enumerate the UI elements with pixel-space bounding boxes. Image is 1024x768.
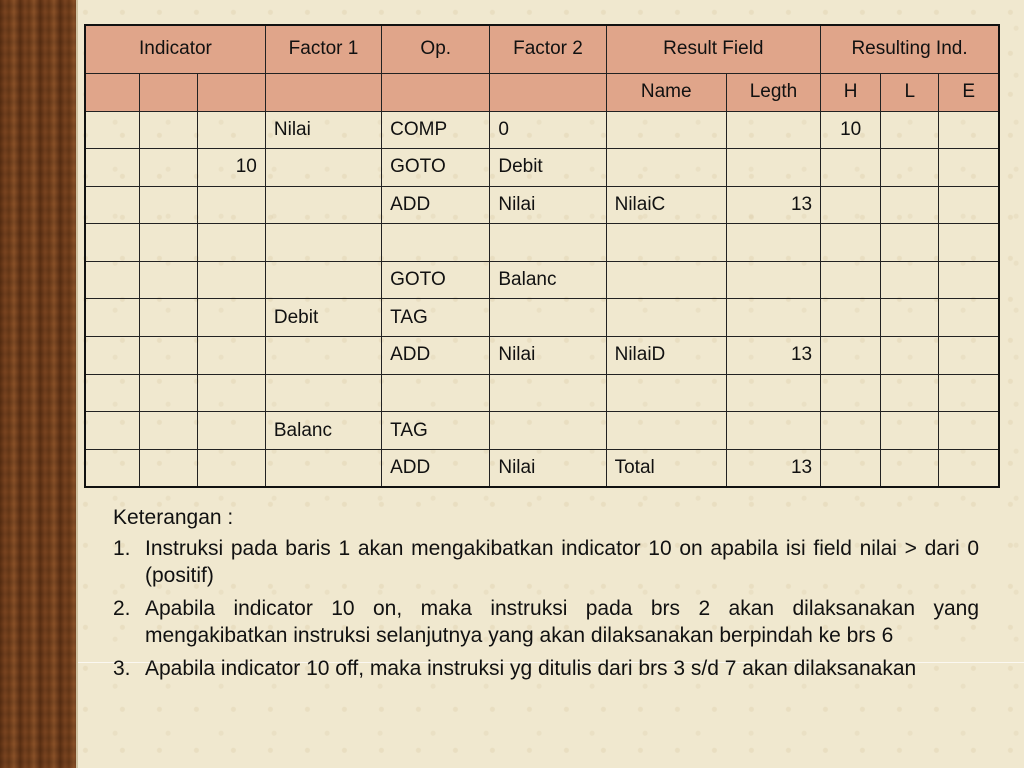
table-body (85, 111, 999, 487)
cell-op: GOTO (382, 261, 490, 299)
cell-indicator-3 (197, 111, 265, 149)
cell-ind-e (939, 337, 999, 375)
cell-result-name (606, 224, 726, 262)
cell-indicator-1 (85, 224, 139, 262)
cell-ind-h (821, 374, 881, 412)
cell-result-length (726, 224, 820, 262)
note-text: Instruksi pada baris 1 akan mengakibatkan indicator 10 on apabila isi field nilai > dari 0 (positif) (145, 537, 979, 587)
cell-factor2: Nilai (490, 186, 606, 224)
notes-section (113, 504, 979, 688)
header-factor1: Factor 1 (265, 25, 381, 73)
cell-ind-h (821, 449, 881, 487)
table-row (85, 111, 999, 149)
cell-result-length (726, 412, 820, 450)
cell-ind-h (821, 337, 881, 375)
cell-indicator-2 (139, 337, 197, 375)
cell-indicator-3 (197, 449, 265, 487)
cell-factor2 (490, 412, 606, 450)
table-row (85, 186, 999, 224)
cell-factor1 (265, 261, 381, 299)
cell-indicator-3 (197, 261, 265, 299)
cell-ind-l (881, 186, 939, 224)
cell-factor2 (490, 299, 606, 337)
cell-factor1 (265, 449, 381, 487)
cell-factor2: 0 (490, 111, 606, 149)
header-factor1-sub (265, 73, 381, 111)
cell-indicator-2 (139, 149, 197, 187)
cell-factor2: Balanc (490, 261, 606, 299)
cell-factor2 (490, 374, 606, 412)
cell-indicator-1 (85, 337, 139, 375)
table-subheader-row (85, 73, 999, 111)
cell-result-name: NilaiC (606, 186, 726, 224)
header-ind-3 (197, 73, 265, 111)
cell-ind-h: 10 (821, 111, 881, 149)
cell-factor2: Nilai (490, 337, 606, 375)
cell-indicator-2 (139, 449, 197, 487)
header-op: Op. (382, 25, 490, 73)
cell-factor1 (265, 374, 381, 412)
cell-result-name (606, 149, 726, 187)
cell-factor1 (265, 186, 381, 224)
cell-ind-h (821, 149, 881, 187)
cell-ind-h (821, 261, 881, 299)
table-row (85, 149, 999, 187)
cell-op: TAG (382, 299, 490, 337)
note-item (113, 595, 979, 649)
cell-ind-e (939, 149, 999, 187)
cell-result-name: NilaiD (606, 337, 726, 375)
note-text: Apabila indicator 10 on, maka instruksi pada brs 2 akan dilaksanakan yang mengakibatkan instruksi selanjutnya yang akan dilaksanakan berpindah ke brs 6 (145, 597, 979, 647)
note-item (113, 535, 979, 589)
table-header-row (85, 25, 999, 73)
cell-factor1: Nilai (265, 111, 381, 149)
cell-result-name: Total (606, 449, 726, 487)
cell-result-name (606, 374, 726, 412)
header-l: L (881, 73, 939, 111)
cell-op (382, 374, 490, 412)
cell-ind-e (939, 374, 999, 412)
note-number: 1. (113, 537, 131, 560)
wood-border (0, 0, 76, 768)
header-h: H (821, 73, 881, 111)
header-ind-2 (139, 73, 197, 111)
cell-ind-e (939, 412, 999, 450)
cell-indicator-1 (85, 111, 139, 149)
table-row (85, 261, 999, 299)
cell-ind-l (881, 374, 939, 412)
cell-result-length: 13 (726, 337, 820, 375)
cell-op: ADD (382, 337, 490, 375)
header-result-field: Result Field (606, 25, 820, 73)
cell-factor1 (265, 337, 381, 375)
cell-ind-l (881, 111, 939, 149)
cell-indicator-2 (139, 224, 197, 262)
cell-op: COMP (382, 111, 490, 149)
cell-ind-l (881, 412, 939, 450)
cell-ind-e (939, 449, 999, 487)
cell-indicator-2 (139, 186, 197, 224)
table-row (85, 224, 999, 262)
cell-factor1: Balanc (265, 412, 381, 450)
cell-ind-e (939, 299, 999, 337)
cell-result-name (606, 261, 726, 299)
cell-ind-h (821, 299, 881, 337)
table-row (85, 412, 999, 450)
cell-indicator-3 (197, 337, 265, 375)
cell-ind-h (821, 412, 881, 450)
cell-indicator-1 (85, 186, 139, 224)
cell-result-name (606, 412, 726, 450)
header-indicator: Indicator (85, 25, 265, 73)
cell-ind-h (821, 186, 881, 224)
cell-result-length: 13 (726, 449, 820, 487)
cell-ind-h (821, 224, 881, 262)
cell-ind-l (881, 261, 939, 299)
cell-op: TAG (382, 412, 490, 450)
cell-result-length (726, 374, 820, 412)
cell-indicator-2 (139, 412, 197, 450)
cell-indicator-2 (139, 374, 197, 412)
cell-indicator-1 (85, 149, 139, 187)
cell-factor1 (265, 224, 381, 262)
notes-list (113, 535, 979, 682)
calc-spec-table (84, 24, 1000, 488)
header-factor2: Factor 2 (490, 25, 606, 73)
cell-indicator-3 (197, 374, 265, 412)
cell-ind-l (881, 299, 939, 337)
cell-result-length (726, 111, 820, 149)
cell-ind-e (939, 224, 999, 262)
header-op-sub (382, 73, 490, 111)
cell-result-length (726, 299, 820, 337)
cell-result-length: 13 (726, 186, 820, 224)
cell-result-name (606, 299, 726, 337)
cell-op (382, 224, 490, 262)
cell-indicator-1 (85, 261, 139, 299)
cell-indicator-2 (139, 111, 197, 149)
cell-factor1: Debit (265, 299, 381, 337)
cell-ind-e (939, 261, 999, 299)
notes-title: Keterangan : (113, 506, 234, 529)
cell-op: ADD (382, 449, 490, 487)
cell-indicator-3 (197, 186, 265, 224)
cell-factor2: Nilai (490, 449, 606, 487)
table-row (85, 449, 999, 487)
cell-ind-e (939, 111, 999, 149)
cell-factor1 (265, 149, 381, 187)
cell-result-length (726, 149, 820, 187)
cell-indicator-3 (197, 299, 265, 337)
cell-factor2 (490, 224, 606, 262)
cell-indicator-3: 10 (197, 149, 265, 187)
header-ind-1 (85, 73, 139, 111)
cell-ind-l (881, 449, 939, 487)
table-row (85, 337, 999, 375)
cell-indicator-3 (197, 412, 265, 450)
cell-ind-e (939, 186, 999, 224)
header-factor2-sub (490, 73, 606, 111)
header-length: Legth (726, 73, 820, 111)
cell-indicator-1 (85, 449, 139, 487)
cell-indicator-2 (139, 261, 197, 299)
cell-ind-l (881, 149, 939, 187)
cell-ind-l (881, 224, 939, 262)
header-resulting-ind: Resulting Ind. (821, 25, 999, 73)
cell-ind-l (881, 337, 939, 375)
note-number: 3. (113, 657, 131, 680)
cell-factor2: Debit (490, 149, 606, 187)
header-e: E (939, 73, 999, 111)
cell-indicator-1 (85, 374, 139, 412)
cell-result-name (606, 111, 726, 149)
cell-op: ADD (382, 186, 490, 224)
cell-indicator-3 (197, 224, 265, 262)
note-item (113, 655, 979, 682)
cell-indicator-1 (85, 299, 139, 337)
table-row (85, 299, 999, 337)
cell-indicator-1 (85, 412, 139, 450)
cell-indicator-2 (139, 299, 197, 337)
note-text: Apabila indicator 10 off, maka instruksi yg ditulis dari brs 3 s/d 7 akan dilaksanakan (145, 657, 917, 680)
table-row (85, 374, 999, 412)
note-number: 2. (113, 597, 131, 620)
cell-op: GOTO (382, 149, 490, 187)
header-name: Name (606, 73, 726, 111)
cell-result-length (726, 261, 820, 299)
